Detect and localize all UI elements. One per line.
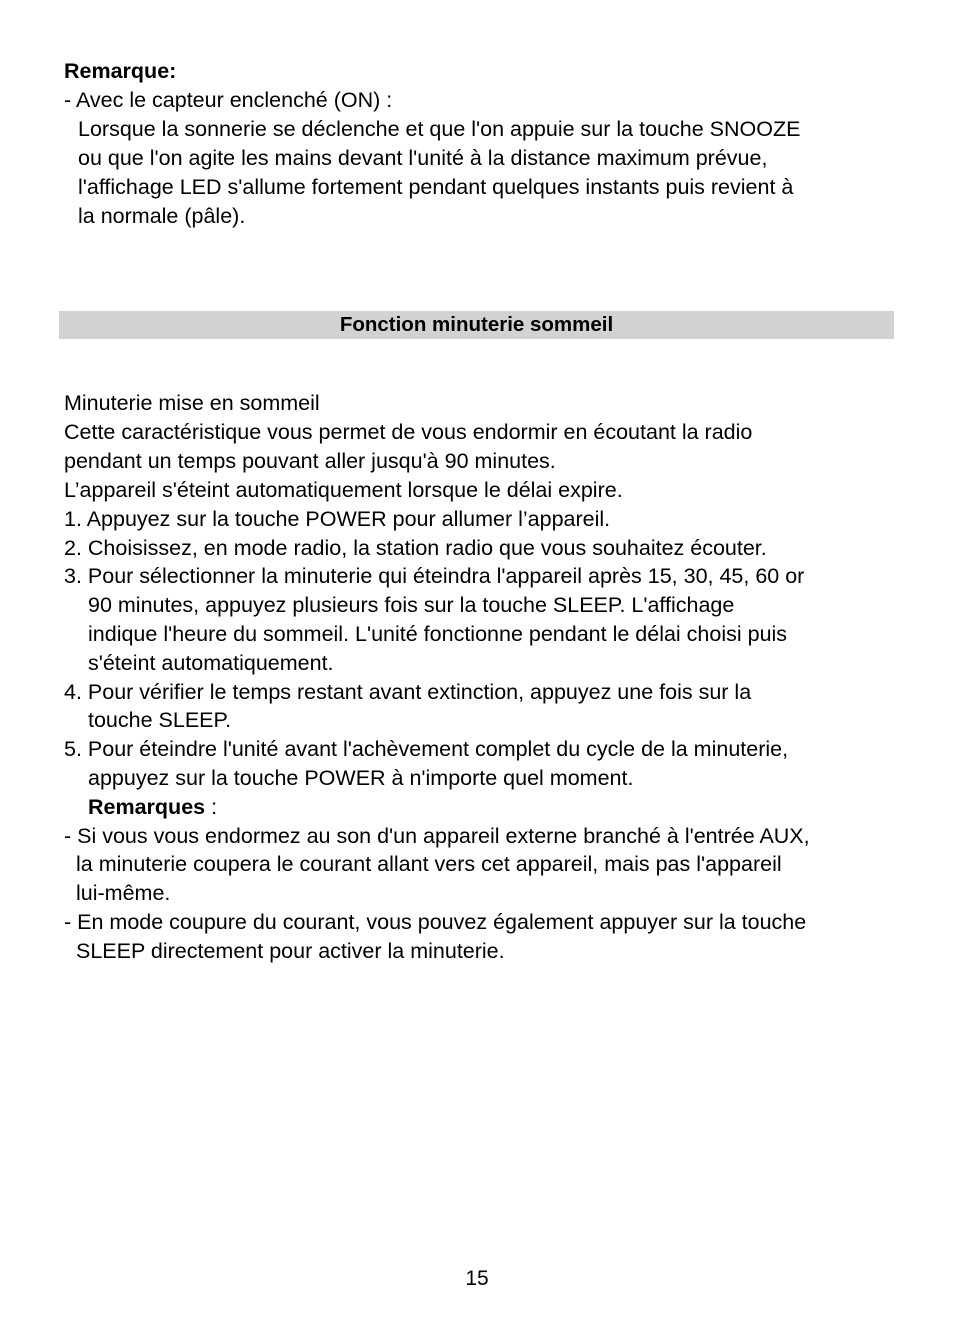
remarques-label [88, 793, 217, 822]
body-intro-line: Cette caractéristique vous permet de vous endormir en écoutant la radio [64, 420, 753, 444]
remarque-line: Lorsque la sonnerie se déclenche et que l'on appuie sur la touche SNOOZE [78, 117, 801, 141]
step-4-continuation: touche SLEEP. [88, 708, 232, 732]
remarque-intro: - Avec le capteur enclenché (ON) : [64, 88, 393, 112]
step-1: 1. Appuyez sur la touche POWER pour allumer l’appareil. [64, 507, 611, 531]
page-number: 15 [465, 1267, 489, 1290]
body-intro-line: L’appareil s'éteint automatiquement lorsque le délai expire. [64, 478, 623, 502]
step-2: 2. Choisissez, en mode radio, la station radio que vous souhaitez écouter. [64, 536, 767, 560]
step-3-continuation: 90 minutes, appuyez plusieurs fois sur la touche SLEEP. L'affichage [88, 593, 735, 617]
remarque-line: ou que l'on agite les mains devant l'unité à la distance maximum prévue, [78, 146, 768, 170]
note-1-continuation: lui-même. [76, 881, 171, 905]
note-1-continuation: la minuterie coupera le courant allant vers cet appareil, mais pas l'appareil [76, 852, 782, 876]
step-3-continuation: s'éteint automatiquement. [88, 651, 334, 675]
remarques-colon: : [205, 795, 218, 819]
remarques-heading: Remarques [88, 795, 206, 819]
note-2: - En mode coupure du courant, vous pouvez également appuyer sur la touche [64, 910, 807, 934]
step-4: 4. Pour vérifier le temps restant avant extinction, appuyez une fois sur la [64, 680, 752, 704]
step-5: 5. Pour éteindre l'unité avant l'achèvement complet du cycle de la minuterie, [64, 737, 789, 761]
step-3-continuation: indique l'heure du sommeil. L'unité fonctionne pendant le délai choisi puis [88, 622, 788, 646]
section-title: Fonction minuterie sommeil [339, 313, 614, 336]
step-5-continuation: appuyez sur la touche POWER à n'importe quel moment. [88, 766, 634, 790]
body-intro-line: pendant un temps pouvant aller jusqu'à 90 minutes. [64, 449, 556, 473]
note-2-continuation: SLEEP directement pour activer la minuterie. [76, 939, 505, 963]
remarque-line: l'affichage LED s'allume fortement pendant quelques instants puis revient à [78, 175, 794, 199]
body-intro-line: Minuterie mise en sommeil [64, 391, 320, 415]
step-3: 3. Pour sélectionner la minuterie qui éteindra l'appareil après 15, 30, 45, 60 or [64, 564, 805, 588]
remarque-line: la normale (pâle). [78, 204, 246, 228]
note-1: - Si vous vous endormez au son d'un appareil externe branché à l'entrée AUX, [64, 824, 810, 848]
remarque-heading: Remarque: [64, 59, 177, 83]
section-header-bar [59, 311, 894, 339]
